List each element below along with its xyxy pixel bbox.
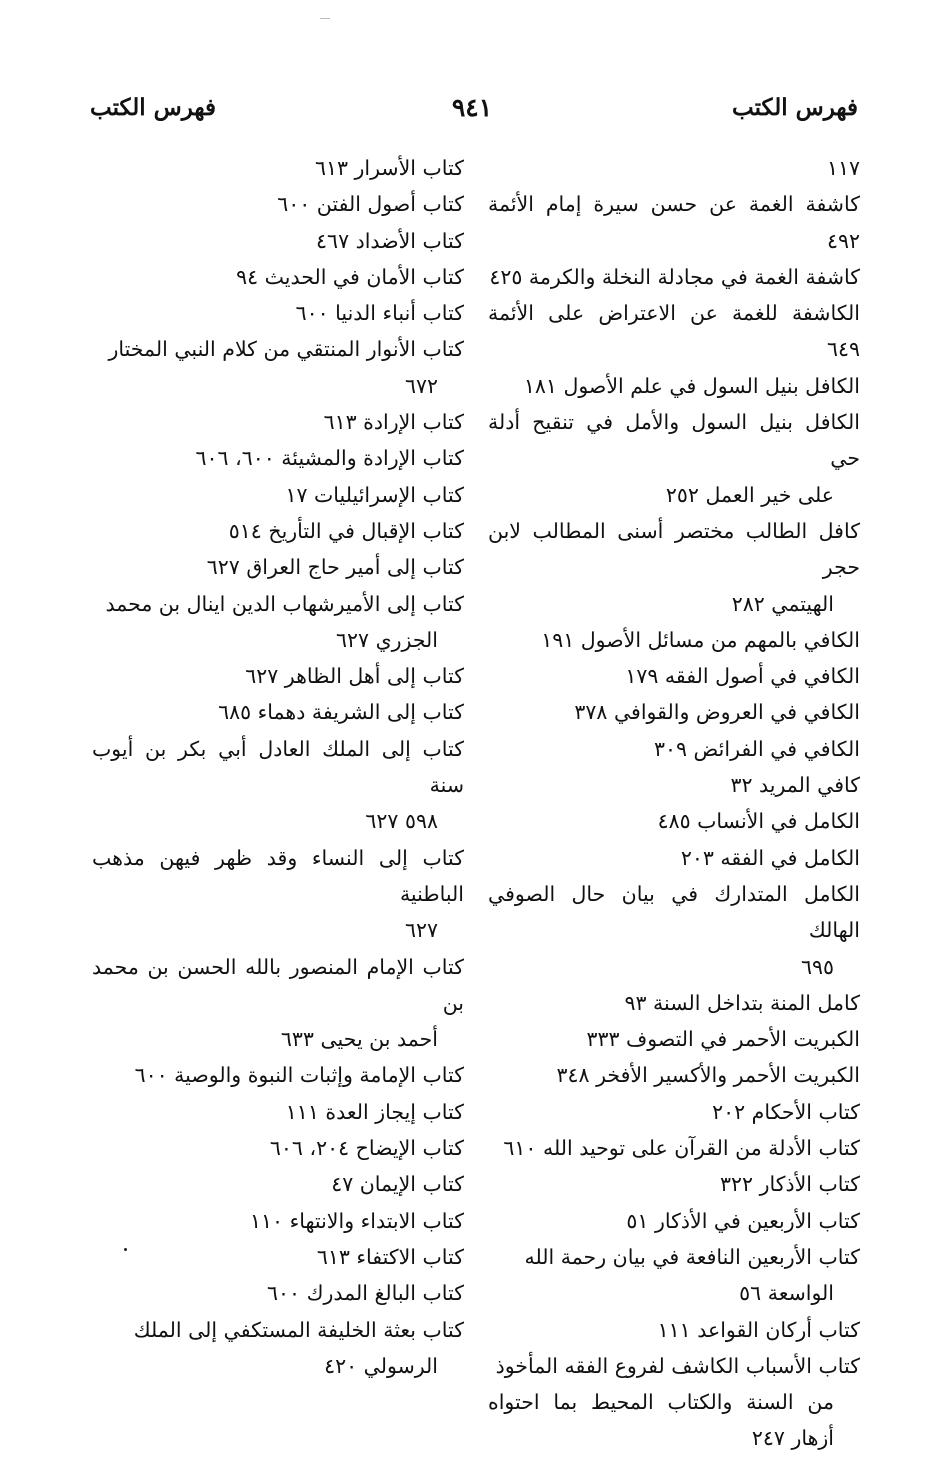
entry-text: كتاب إلى الملك العادل أبي بكر بن أيوب سنة (92, 736, 464, 798)
entry-text: كافل الطالب مختصر أسنى المطالب لابن حجر (488, 518, 860, 580)
entry-continuation: ٦٢٧ (404, 918, 438, 943)
header-title-left: فهرس الكتب (90, 94, 216, 121)
index-entry (488, 1239, 860, 1312)
index-entry (92, 440, 464, 476)
index-entry (488, 1312, 860, 1348)
entry-text: كتاب الإسرائيليات ١٧ (285, 482, 464, 507)
entry-continuation: ٥٩٨ ٦٢٧ (365, 809, 438, 834)
scan-mark (320, 18, 330, 19)
index-entry (92, 1094, 464, 1130)
index-entry (92, 731, 464, 840)
index-column-left (92, 150, 464, 1384)
entry-text: كتاب الإيضاح ٢٠٤، ٦٠٦ (269, 1136, 464, 1161)
entry-text: كتاب الأدلة من القرآن على توحيد الله ٦١٠ (503, 1136, 860, 1161)
page-header (0, 88, 944, 128)
index-entry (92, 1166, 464, 1202)
entry-continuation: ٦٩٥ (800, 954, 834, 979)
index-entry (488, 1166, 860, 1202)
index-column-right (488, 150, 860, 1457)
entry-text: كتاب أنباء الدنيا ٦٠٠ (295, 301, 464, 326)
entry-text: الكامل في الأنساب ٤٨٥ (657, 809, 860, 834)
index-entry (92, 658, 464, 694)
entry-continuation: أحمد بن يحيى ٦٣٣ (280, 1027, 438, 1052)
index-entry (488, 1348, 860, 1457)
entry-text: كتاب الاكتفاء ٦١٣ (316, 1244, 464, 1269)
index-entry (92, 186, 464, 222)
entry-text: كتاب الأسرار ٦١٣ (314, 156, 464, 180)
index-entry (92, 1203, 464, 1239)
index-entry (488, 622, 860, 658)
entry-text: كتاب الإقبال في التأريخ ٥١٤ (228, 518, 464, 543)
entry-continuation: الرسولي ٤٢٠ (324, 1353, 438, 1378)
index-entry (92, 949, 464, 1058)
index-entry (488, 767, 860, 803)
entry-text: الكافي بالمهم من مسائل الأصول ١٩١ (541, 627, 860, 652)
index-entry (92, 1057, 464, 1093)
entry-text: كتاب الأسباب الكاشف لفروع الفقه المأخوذ (495, 1353, 860, 1378)
entry-text: كتاب بعثة الخليفة المستكفي إلى الملك (133, 1317, 464, 1342)
index-entry (92, 549, 464, 585)
entry-text: كاشفة الغمة عن حسن سيرة إمام الأئمة ٤٩٢ (488, 192, 860, 253)
entry-text: كتاب البالغ المدرك ٦٠٠ (267, 1281, 464, 1306)
index-entry (488, 1094, 860, 1130)
entry-text: كتاب إلى الشريفة دهماء ٦٨٥ (218, 700, 464, 725)
entry-text: ١١٧ (826, 156, 860, 180)
index-entry (488, 1130, 860, 1166)
entry-continuation: من السنة والكتاب المحيط بما احتواه أزهار ٢٤٧ (488, 1390, 834, 1451)
index-entry (488, 259, 860, 295)
index-entry (488, 840, 860, 876)
index-entry (92, 586, 464, 659)
entry-text: كتاب الإيمان ٤٧ (331, 1172, 464, 1197)
index-entry (92, 1130, 464, 1166)
entry-text: كافي المريد ٣٢ (730, 773, 860, 798)
entry-text: كتاب الأربعين في الأذكار ٥١ (626, 1208, 860, 1233)
index-entry (92, 1275, 464, 1311)
index-entry (92, 694, 464, 730)
index-entry (488, 513, 860, 622)
index-entry (488, 694, 860, 730)
index-entry (92, 477, 464, 513)
entry-text: كتاب إلى النساء وقد ظهر فيهن مذهب الباطنية (92, 845, 464, 906)
entry-text: كتاب الأنوار المنتقي من كلام النبي المختار (108, 337, 464, 362)
index-entry (92, 513, 464, 549)
entry-continuation: ٦٧٢ (404, 373, 438, 398)
index-entry (488, 295, 860, 368)
index-entry (488, 803, 860, 839)
entry-text: كتاب الإمامة وإثبات النبوة والوصية ٦٠٠ (134, 1063, 464, 1088)
entry-text: الكامل في الفقه ٢٠٣ (680, 845, 860, 870)
entry-text: الكبريت الأحمر في التصوف ٣٣٣ (586, 1027, 860, 1052)
entry-text: كتاب الإمام المنصور بالله الحسن بن محمد بن (92, 954, 464, 1015)
entry-text: كتاب الأمان في الحديث ٩٤ (236, 264, 464, 289)
index-entry (488, 186, 860, 259)
entry-text: كتاب إلى الأميرشهاب الدين اينال بن محمد (105, 591, 464, 616)
index-entry (92, 1239, 464, 1275)
scan-dot (124, 1248, 127, 1251)
index-entry (488, 1203, 860, 1239)
index-entry (488, 1057, 860, 1093)
entry-text: كتاب الابتداء والانتهاء ١١٠ (250, 1208, 464, 1233)
entry-text: كتاب إلى أهل الظاهر ٦٢٧ (245, 664, 464, 689)
entry-text: الكافل بنيل السول والأمل في تنقيح أدلة حي (488, 410, 860, 471)
index-entry (488, 1021, 860, 1057)
index-entry (92, 331, 464, 404)
index-entry (488, 150, 860, 186)
index-entry (92, 223, 464, 259)
entry-text: كتاب الإرادة والمشيئة ٦٠٠، ٦٠٦ (195, 446, 464, 471)
entry-text: كتاب الأضداد ٤٦٧ (316, 228, 464, 253)
index-entry (92, 150, 464, 186)
entry-text: الكاشفة للغمة عن الاعتراض على الأئمة ٦٤٩ (488, 301, 860, 362)
entry-text: كتاب إيجاز العدة ١١١ (285, 1099, 464, 1124)
page-number: ٩٤١ (451, 93, 493, 122)
entry-text: كتاب الأربعين النافعة في بيان رحمة الله (524, 1244, 860, 1269)
index-entry (488, 876, 860, 985)
entry-text: الكبريت الأحمر والأكسير الأفخر ٣٤٨ (556, 1063, 860, 1088)
entry-text: كتاب الإرادة ٦١٣ (323, 410, 464, 435)
entry-text: الكافي في الفرائض ٣٠٩ (653, 736, 860, 761)
entry-continuation: الجزري ٦٢٧ (336, 627, 438, 652)
index-entry (488, 658, 860, 694)
entry-text: كاشفة الغمة في مجادلة النخلة والكرمة ٤٢٥ (489, 264, 860, 289)
entry-continuation: الواسعة ٥٦ (739, 1281, 834, 1306)
entry-text: الكامل المتدارك في بيان حال الصوفي الهالك (488, 881, 860, 943)
header-title-right: فهرس الكتب (732, 94, 858, 121)
index-entry (92, 840, 464, 949)
index-entry (488, 368, 860, 404)
entry-text: كامل المنة بتداخل السنة ٩٣ (624, 990, 860, 1015)
entry-text: كتاب إلى أمير حاج العراق ٦٢٧ (206, 555, 464, 580)
index-entry (92, 259, 464, 295)
entry-text: كتاب أصول الفتن ٦٠٠ (277, 192, 464, 217)
entry-text: كتاب أركان القواعد ١١١ (657, 1317, 860, 1342)
index-entry (488, 404, 860, 513)
index-entry (92, 295, 464, 331)
entry-text: كتاب الأحكام ٢٠٢ (712, 1099, 860, 1124)
index-entry (92, 1312, 464, 1385)
entry-continuation: الهيتمي ٢٨٢ (731, 591, 834, 616)
index-entry (488, 985, 860, 1021)
entry-text: الكافي في العروض والقوافي ٣٧٨ (574, 700, 860, 725)
entry-text: الكافل بنيل السول في علم الأصول ١٨١ (523, 373, 860, 398)
index-entry (488, 731, 860, 767)
entry-continuation: على خير العمل ٢٥٢ (665, 482, 834, 507)
index-entry (92, 404, 464, 440)
entry-text: الكافي في أصول الفقه ١٧٩ (625, 664, 860, 689)
entry-text: كتاب الأذكار ٣٢٢ (720, 1172, 860, 1197)
